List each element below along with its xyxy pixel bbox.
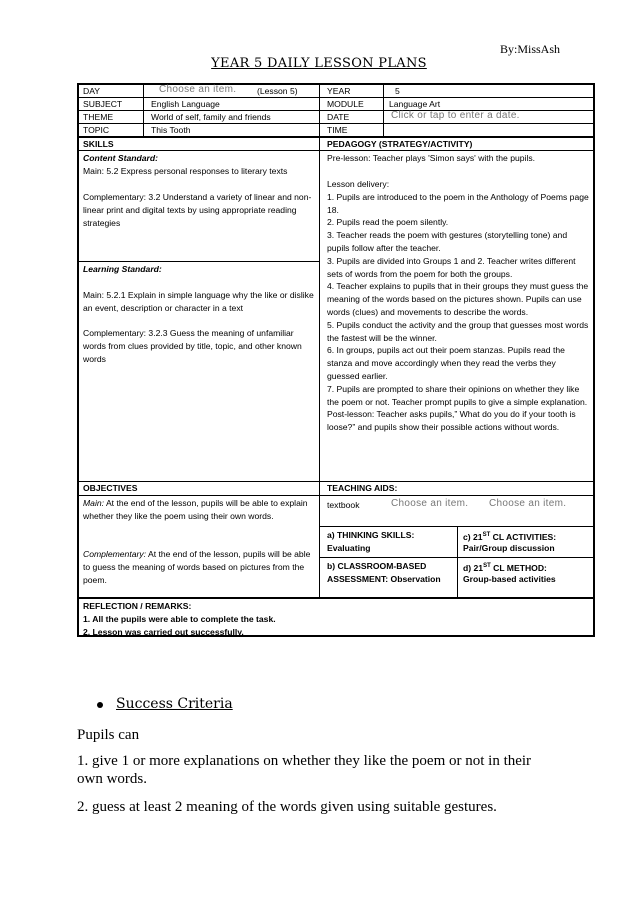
step-item: 6. In groups, pupils act out their poem stanzas. Pupils read the stanza and move accordingly when they read the verbs they guessed earlier.: [327, 345, 565, 381]
content-standard-label: Content Standard:: [83, 153, 158, 163]
teaching-aid-select-1[interactable]: Choose an item.: [391, 498, 469, 509]
teaching-aids-heading: TEACHING AIDS:: [327, 483, 398, 493]
objective-complementary: [83, 548, 315, 586]
date-picker[interactable]: Click or tap to enter a date.: [391, 110, 520, 121]
module-value: Language Art: [389, 99, 441, 109]
objectives-heading: OBJECTIVES: [83, 483, 138, 493]
teaching-aid-textbook: textbook: [327, 500, 360, 510]
reflection-line-1: 1. All the pupils were able to complete the task.: [83, 614, 276, 624]
learning-standard-complementary: Complementary: 3.2.3 Guess the meaning of unfamiliar words from clues provided by title, topic, and other known words: [83, 328, 302, 364]
lesson-number: (Lesson 5): [257, 86, 298, 96]
reflection-line-2: 2. Lesson was carried out successfully.: [83, 627, 244, 637]
content-standard-main: Main: 5.2 Express personal responses to literary texts: [83, 166, 288, 176]
thinking-skills-value: Evaluating: [327, 543, 371, 553]
author-note: By:MissAsh: [500, 42, 561, 56]
objective-main: [83, 497, 315, 523]
theme-value: World of self, family and friends: [151, 112, 271, 122]
objective-comp-text: At the end of the lesson, pupils will be able to guess the meaning of words based on pictures from the poem.: [83, 549, 311, 585]
time-label: TIME: [327, 125, 348, 135]
content-standard-complementary: Complementary: 3.2 Understand a variety of linear and non-linear print and digital texts by using appropriate reading strategies: [83, 192, 312, 228]
bullet-icon: [97, 702, 103, 708]
reflection-heading: REFLECTION / REMARKS:: [83, 601, 192, 611]
theme-label: THEME: [83, 112, 114, 122]
thinking-skills-label: a) THINKING SKILLS:: [327, 530, 415, 540]
step-item: 4. Teacher explains to pupils that in their groups they must guess the meaning of the words based on the pictures shown. Pupils can use words (clues) and movements to describe the words.: [327, 281, 589, 317]
step-item: 3. Pupils are divided into Groups 1 and 2. Teacher writes different sets of words from the poem for both the groups.: [327, 255, 576, 279]
day-label: DAY: [83, 86, 101, 96]
date-label: DATE: [327, 112, 350, 122]
lesson-plan-table: [77, 83, 595, 637]
page-title: YEAR 5 DAILY LESSON PLANS: [211, 56, 427, 71]
step-item: 2. Pupils read the poem silently.: [327, 217, 449, 228]
objective-main-label: Main:: [83, 498, 105, 508]
teaching-aid-select-2[interactable]: Choose an item.: [489, 498, 567, 509]
pedagogy-steps: [327, 178, 589, 434]
success-item-1: 1. give 1 or more explanations on whether they like the poem or not in their own words.: [77, 753, 532, 787]
step-item: 3. Teacher reads the poem with gestures (storytelling tone) and pupils follow after the teacher.: [327, 230, 568, 253]
step-item: 5. Pupils conduct the activity and the group that guesses most words the fastest will be the winner.: [327, 319, 589, 343]
lesson-delivery-label: Lesson delivery:: [327, 179, 390, 189]
classroom-assessment-value: ASSESSMENT: Observation: [327, 574, 441, 584]
pre-lesson: Pre-lesson: Teacher plays 'Simon says' with the pupils.: [327, 153, 536, 163]
module-label: MODULE: [327, 99, 364, 109]
step-item: 7. Pupils are prompted to share their opinions on whether they like the poem or not. Teacher prompt pupils to give a simple explanation.: [327, 383, 588, 407]
cl-activities-value: Pair/Group discussion: [463, 543, 555, 553]
cl-method-value: Group-based activities: [463, 574, 556, 584]
classroom-assessment-label: b) CLASSROOM-BASED: [327, 561, 427, 571]
objective-main-text: At the end of the lesson, pupils will be able to explain whether they like the poem using their own words.: [83, 498, 308, 521]
cl-activities-label: c) 21ST CL ACTIVITIES:: [463, 531, 557, 542]
pedagogy-heading: PEDAGOGY (STRATEGY/ACTIVITY): [327, 139, 473, 149]
year-label: YEAR: [327, 86, 351, 96]
year-value: 5: [395, 86, 400, 96]
step-item: 1. Pupils are introduced to the poem in the Anthology of Poems page 18.: [327, 191, 589, 215]
success-intro: Pupils can: [77, 727, 140, 743]
subject-value: English Language: [151, 99, 220, 109]
skills-heading: SKILLS: [83, 139, 114, 149]
objective-comp-label: Complementary:: [83, 549, 147, 559]
subject-label: SUBJECT: [83, 99, 123, 109]
day-select[interactable]: Choose an item.: [159, 84, 237, 95]
learning-standard-label: Learning Standard:: [83, 264, 162, 274]
learning-standard-main: Main: 5.2.1 Explain in simple language why the like or dislike an event, description or character in a text: [83, 290, 314, 313]
topic-value: This Tooth: [151, 125, 191, 135]
cl-method-label: d) 21ST CL METHOD:: [463, 562, 547, 573]
topic-label: TOPIC: [83, 125, 110, 135]
success-criteria-title: Success Criteria: [116, 696, 233, 712]
success-item-2: 2. guess at least 2 meaning of the words given using suitable gestures.: [77, 799, 497, 815]
post-lesson: Post-lesson: Teacher asks pupils,” What do you do if your tooth is loose?” and pupils show their possible actions without words.: [327, 409, 576, 433]
